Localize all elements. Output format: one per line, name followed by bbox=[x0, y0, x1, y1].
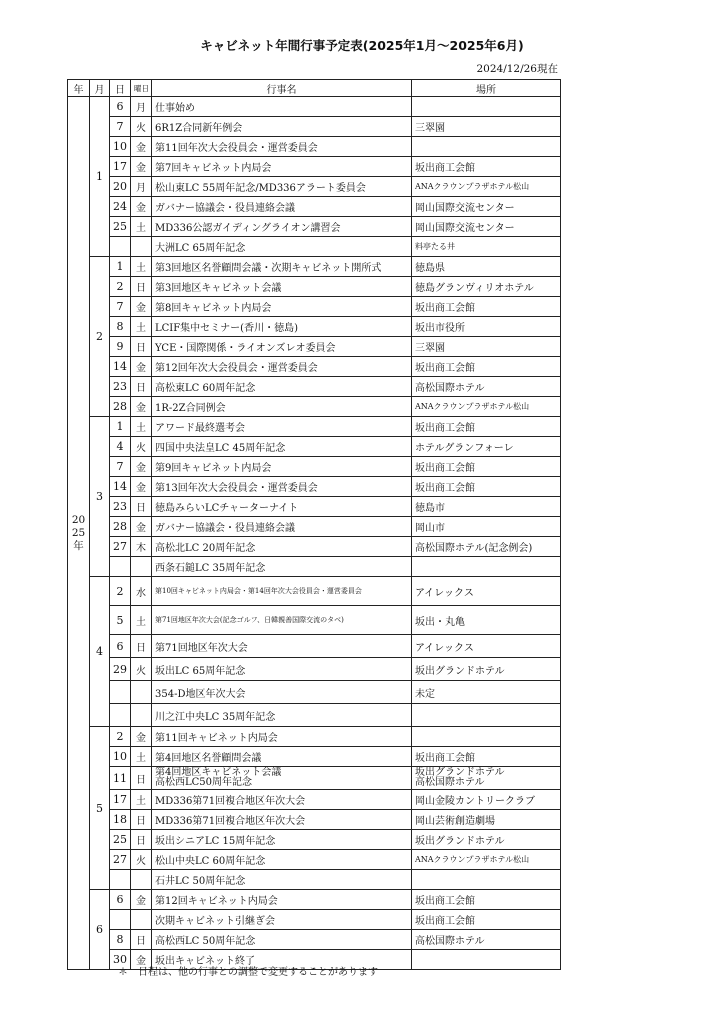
venue-cell bbox=[412, 557, 561, 577]
table-row bbox=[68, 197, 561, 217]
venue-cell: 坂出グランドホテル bbox=[412, 830, 561, 850]
weekday-cell: 土 bbox=[131, 217, 152, 237]
weekday-cell: 日 bbox=[131, 830, 152, 850]
day-cell: 20 bbox=[110, 177, 131, 197]
weekday-cell: 金 bbox=[131, 297, 152, 317]
table-row bbox=[68, 317, 561, 337]
venue-cell: 坂出商工会館 bbox=[412, 457, 561, 477]
document-title: キャビネット年間行事予定表(2025年1月～2025年6月) bbox=[200, 38, 524, 53]
day-cell: 25 bbox=[110, 830, 131, 850]
venue-cell: 高松国際ホテル bbox=[412, 930, 561, 950]
table-row bbox=[68, 517, 561, 537]
event-cell: 次期キャビネット引継ぎ会 bbox=[152, 910, 412, 930]
day-cell: 4 bbox=[110, 437, 131, 457]
weekday-cell: 金 bbox=[131, 727, 152, 747]
table-row bbox=[68, 537, 561, 557]
weekday-cell: 火 bbox=[131, 437, 152, 457]
event-cell: 大洲LC 65周年記念 bbox=[152, 237, 412, 257]
weekday-cell: 土 bbox=[131, 747, 152, 767]
day-cell: 14 bbox=[110, 357, 131, 377]
event-cell: 第4回地区名誉顧問会議 bbox=[152, 747, 412, 767]
venue-cell: 料亭たる井 bbox=[412, 237, 561, 257]
venue-cell: 未定 bbox=[412, 681, 561, 704]
event-cell: 第13回年次大会役員会・運営委員会 bbox=[152, 477, 412, 497]
weekday-cell: 火 bbox=[131, 658, 152, 681]
weekday-cell: 土 bbox=[131, 257, 152, 277]
event-cell: 第11回キャビネット内局会 bbox=[152, 727, 412, 747]
header-month: 月 bbox=[90, 80, 110, 97]
as-of-date: 2024/12/26現在 bbox=[476, 63, 558, 75]
table-row bbox=[68, 237, 561, 257]
venue-cell: アイレックス bbox=[412, 635, 561, 658]
day-cell: 8 bbox=[110, 930, 131, 950]
day-cell: 23 bbox=[110, 497, 131, 517]
weekday-cell: 金 bbox=[131, 950, 152, 970]
day-cell: 30 bbox=[110, 950, 131, 970]
table-row bbox=[68, 635, 561, 658]
weekday-cell: 金 bbox=[131, 197, 152, 217]
venue-cell: 高松国際ホテル(記念例会) bbox=[412, 537, 561, 557]
event-cell: 坂出シニアLC 15周年記念 bbox=[152, 830, 412, 850]
event-cell: 四国中央法皇LC 45周年記念 bbox=[152, 437, 412, 457]
day-cell: 27 bbox=[110, 850, 131, 870]
event-cell: 第11回年次大会役員会・運営委員会 bbox=[152, 137, 412, 157]
table-row bbox=[68, 810, 561, 830]
weekday-cell: 月 bbox=[131, 97, 152, 117]
event-cell: 坂出キャビネット終了 bbox=[152, 950, 412, 970]
header-year: 年 bbox=[68, 80, 90, 97]
month-cell: 2 bbox=[90, 257, 110, 417]
table-row bbox=[68, 437, 561, 457]
venue-cell: 岡山金陵カントリークラブ bbox=[412, 790, 561, 810]
weekday-cell bbox=[131, 557, 152, 577]
day-cell: 2 bbox=[110, 577, 131, 606]
header-dow: 曜日 bbox=[131, 80, 152, 97]
weekday-cell: 日 bbox=[131, 497, 152, 517]
event-cell: 第9回キャビネット内局会 bbox=[152, 457, 412, 477]
venue-cell: 坂出・丸亀 bbox=[412, 606, 561, 635]
event-cell: 第8回キャビネット内局会 bbox=[152, 297, 412, 317]
weekday-cell: 日 bbox=[131, 767, 152, 790]
venue-cell bbox=[412, 137, 561, 157]
day-cell: 10 bbox=[110, 137, 131, 157]
table-row bbox=[68, 417, 561, 437]
weekday-cell: 金 bbox=[131, 477, 152, 497]
table-row bbox=[68, 747, 561, 767]
day-cell: 8 bbox=[110, 317, 131, 337]
weekday-cell: 月 bbox=[131, 177, 152, 197]
day-cell bbox=[110, 870, 131, 890]
venue-cell: 高松国際ホテル bbox=[412, 377, 561, 397]
day-cell: 14 bbox=[110, 477, 131, 497]
event-cell: 第12回キャビネット内局会 bbox=[152, 890, 412, 910]
event-cell: 第12回年次大会役員会・運営委員会 bbox=[152, 357, 412, 377]
table-row bbox=[68, 217, 561, 237]
day-cell: 25 bbox=[110, 217, 131, 237]
event-cell: YCE・国際関係・ライオンズレオ委員会 bbox=[152, 337, 412, 357]
venue-cell bbox=[412, 97, 561, 117]
year-cell: 2025年 bbox=[68, 97, 90, 970]
event-cell: 仕事始め bbox=[152, 97, 412, 117]
day-cell: 9 bbox=[110, 337, 131, 357]
weekday-cell: 日 bbox=[131, 635, 152, 658]
day-cell: 28 bbox=[110, 517, 131, 537]
schedule-table bbox=[67, 79, 561, 970]
day-cell: 7 bbox=[110, 457, 131, 477]
month-cell: 4 bbox=[90, 577, 110, 727]
event-cell bbox=[152, 767, 412, 790]
month-cell: 3 bbox=[90, 417, 110, 577]
header-day: 日 bbox=[110, 80, 131, 97]
weekday-cell: 金 bbox=[131, 457, 152, 477]
venue-cell: 徳島県 bbox=[412, 257, 561, 277]
event-cell: LCIF集中セミナー(香川・徳島) bbox=[152, 317, 412, 337]
month-cell: 6 bbox=[90, 890, 110, 970]
day-cell: 10 bbox=[110, 747, 131, 767]
event-cell: 第3回地区名誉顧問会議・次期キャビネット開所式 bbox=[152, 257, 412, 277]
weekday-cell bbox=[131, 910, 152, 930]
month-cell: 5 bbox=[90, 727, 110, 890]
event-cell: 川之江中央LC 35周年記念 bbox=[152, 704, 412, 727]
venue-cell: 坂出商工会館 bbox=[412, 477, 561, 497]
weekday-cell: 水 bbox=[131, 577, 152, 606]
event-cell: 西条石鎚LC 35周年記念 bbox=[152, 557, 412, 577]
weekday-cell bbox=[131, 704, 152, 727]
day-cell: 6 bbox=[110, 890, 131, 910]
event-cell: 第71回地区年次大会 bbox=[152, 635, 412, 658]
event-cell: 石井LC 50周年記念 bbox=[152, 870, 412, 890]
venue-cell: ANAクラウンプラザホテル松山 bbox=[412, 397, 561, 417]
day-cell: 7 bbox=[110, 297, 131, 317]
table-row bbox=[68, 830, 561, 850]
table-row bbox=[68, 890, 561, 910]
table-row bbox=[68, 477, 561, 497]
table-row bbox=[68, 297, 561, 317]
venue-cell bbox=[412, 767, 561, 790]
venue-cell: 三翠園 bbox=[412, 117, 561, 137]
venue-cell: 坂出商工会館 bbox=[412, 747, 561, 767]
day-cell bbox=[110, 237, 131, 257]
weekday-cell: 火 bbox=[131, 117, 152, 137]
table-row bbox=[68, 790, 561, 810]
venue-cell bbox=[412, 870, 561, 890]
day-cell bbox=[110, 910, 131, 930]
event-cell: 高松西LC 50周年記念 bbox=[152, 930, 412, 950]
day-cell bbox=[110, 681, 131, 704]
table-row bbox=[68, 177, 561, 197]
event-cell: 坂出LC 65周年記念 bbox=[152, 658, 412, 681]
event-cell: 第71回地区年次大会(記念ゴルフ、日韓親善国際交流のタベ) bbox=[152, 606, 412, 635]
weekday-cell: 日 bbox=[131, 930, 152, 950]
table-row bbox=[68, 117, 561, 137]
venue-line: 高松国際ホテル bbox=[415, 777, 485, 788]
day-cell: 6 bbox=[110, 635, 131, 658]
table-row bbox=[68, 137, 561, 157]
table-row bbox=[68, 357, 561, 377]
day-cell: 28 bbox=[110, 397, 131, 417]
venue-cell: 坂出商工会館 bbox=[412, 890, 561, 910]
day-cell: 23 bbox=[110, 377, 131, 397]
event-cell: 第10回キャビネット内局会・第14回年次大会役員会・運営委員会 bbox=[152, 577, 412, 606]
day-cell: 18 bbox=[110, 810, 131, 830]
venue-cell bbox=[412, 950, 561, 970]
weekday-cell: 金 bbox=[131, 890, 152, 910]
table-row bbox=[68, 557, 561, 577]
table-row bbox=[68, 606, 561, 635]
table-row bbox=[68, 704, 561, 727]
footnote: ＊ 日程は、他の行事との調整で変更することがあります bbox=[118, 967, 378, 978]
weekday-cell: 土 bbox=[131, 606, 152, 635]
event-cell: ガバナー協議会・役員連絡会議 bbox=[152, 517, 412, 537]
weekday-cell bbox=[131, 681, 152, 704]
weekday-cell: 土 bbox=[131, 790, 152, 810]
venue-cell: ANAクラウンプラザホテル松山 bbox=[412, 177, 561, 197]
venue-cell: 三翠園 bbox=[412, 337, 561, 357]
venue-cell: 坂出商工会館 bbox=[412, 297, 561, 317]
venue-cell bbox=[412, 727, 561, 747]
day-cell: 24 bbox=[110, 197, 131, 217]
venue-cell: 徳島グランヴィリオホテル bbox=[412, 277, 561, 297]
event-cell: 松山中央LC 60周年記念 bbox=[152, 850, 412, 870]
table-row bbox=[68, 257, 561, 277]
table-row bbox=[68, 97, 561, 117]
table-row bbox=[68, 767, 561, 790]
event-cell: MD336第71回複合地区年次大会 bbox=[152, 810, 412, 830]
venue-cell: 岡山芸術創造劇場 bbox=[412, 810, 561, 830]
venue-cell: 坂出商工会館 bbox=[412, 417, 561, 437]
venue-cell: 徳島市 bbox=[412, 497, 561, 517]
venue-line: 坂出グランドホテル bbox=[415, 767, 505, 778]
table-row bbox=[68, 397, 561, 417]
venue-cell: 岡山国際交流センター bbox=[412, 217, 561, 237]
day-cell: 2 bbox=[110, 727, 131, 747]
day-cell: 5 bbox=[110, 606, 131, 635]
table-row bbox=[68, 930, 561, 950]
venue-cell: アイレックス bbox=[412, 577, 561, 606]
venue-cell bbox=[412, 704, 561, 727]
event-cell: 第3回地区キャビネット会議 bbox=[152, 277, 412, 297]
day-cell: 2 bbox=[110, 277, 131, 297]
day-cell bbox=[110, 704, 131, 727]
day-cell: 1 bbox=[110, 257, 131, 277]
weekday-cell: 火 bbox=[131, 850, 152, 870]
table-row bbox=[68, 910, 561, 930]
weekday-cell: 金 bbox=[131, 357, 152, 377]
table-row bbox=[68, 337, 561, 357]
event-cell: アワード最終選考会 bbox=[152, 417, 412, 437]
day-cell: 17 bbox=[110, 790, 131, 810]
venue-cell: 坂出市役所 bbox=[412, 317, 561, 337]
weekday-cell: 土 bbox=[131, 417, 152, 437]
day-cell: 7 bbox=[110, 117, 131, 137]
event-line: 第4回地区キャビネット会議 bbox=[155, 767, 282, 778]
event-cell: 第7回キャビネット内局会 bbox=[152, 157, 412, 177]
venue-cell: 坂出グランドホテル bbox=[412, 658, 561, 681]
table-row bbox=[68, 377, 561, 397]
weekday-cell: 木 bbox=[131, 537, 152, 557]
weekday-cell: 日 bbox=[131, 377, 152, 397]
weekday-cell: 土 bbox=[131, 317, 152, 337]
day-cell: 11 bbox=[110, 767, 131, 790]
weekday-cell: 日 bbox=[131, 277, 152, 297]
venue-cell: 坂出商工会館 bbox=[412, 157, 561, 177]
table-row bbox=[68, 870, 561, 890]
event-cell: 松山東LC 55周年記念/MD336アラート委員会 bbox=[152, 177, 412, 197]
event-cell: 354-D地区年次大会 bbox=[152, 681, 412, 704]
day-cell: 17 bbox=[110, 157, 131, 177]
day-cell bbox=[110, 557, 131, 577]
table-row bbox=[68, 497, 561, 517]
header-event: 行事名 bbox=[152, 80, 412, 97]
weekday-cell: 金 bbox=[131, 137, 152, 157]
table-row bbox=[68, 577, 561, 606]
month-cell: 1 bbox=[90, 97, 110, 257]
header-row bbox=[68, 80, 561, 97]
weekday-cell: 金 bbox=[131, 157, 152, 177]
event-cell: 高松東LC 60周年記念 bbox=[152, 377, 412, 397]
event-cell: 徳島みらいLCチャーターナイト bbox=[152, 497, 412, 517]
table-row bbox=[68, 157, 561, 177]
venue-cell: ホテルグランフォーレ bbox=[412, 437, 561, 457]
event-cell: MD336公認ガイディングライオン講習会 bbox=[152, 217, 412, 237]
venue-cell: 岡山市 bbox=[412, 517, 561, 537]
event-line: 高松西LC50周年記念 bbox=[155, 777, 253, 788]
table-row bbox=[68, 850, 561, 870]
weekday-cell: 金 bbox=[131, 517, 152, 537]
table-row bbox=[68, 277, 561, 297]
day-cell: 1 bbox=[110, 417, 131, 437]
table-row bbox=[68, 681, 561, 704]
event-cell: 6R1Z合同新年例会 bbox=[152, 117, 412, 137]
table-row bbox=[68, 727, 561, 747]
table-row bbox=[68, 658, 561, 681]
venue-cell: 坂出商工会館 bbox=[412, 910, 561, 930]
day-cell: 6 bbox=[110, 97, 131, 117]
event-cell: 高松北LC 20周年記念 bbox=[152, 537, 412, 557]
weekday-cell: 金 bbox=[131, 397, 152, 417]
event-cell: 1R-2Z合同例会 bbox=[152, 397, 412, 417]
weekday-cell: 日 bbox=[131, 337, 152, 357]
event-cell: ガバナー協議会・役員連絡会議 bbox=[152, 197, 412, 217]
weekday-cell bbox=[131, 237, 152, 257]
venue-cell: ANAクラウンプラザホテル松山 bbox=[412, 850, 561, 870]
venue-cell: 岡山国際交流センター bbox=[412, 197, 561, 217]
day-cell: 27 bbox=[110, 537, 131, 557]
table-row bbox=[68, 457, 561, 477]
weekday-cell: 日 bbox=[131, 810, 152, 830]
header-venue: 場所 bbox=[412, 80, 561, 97]
day-cell: 29 bbox=[110, 658, 131, 681]
weekday-cell bbox=[131, 870, 152, 890]
event-cell: MD336第71回複合地区年次大会 bbox=[152, 790, 412, 810]
venue-cell: 坂出商工会館 bbox=[412, 357, 561, 377]
